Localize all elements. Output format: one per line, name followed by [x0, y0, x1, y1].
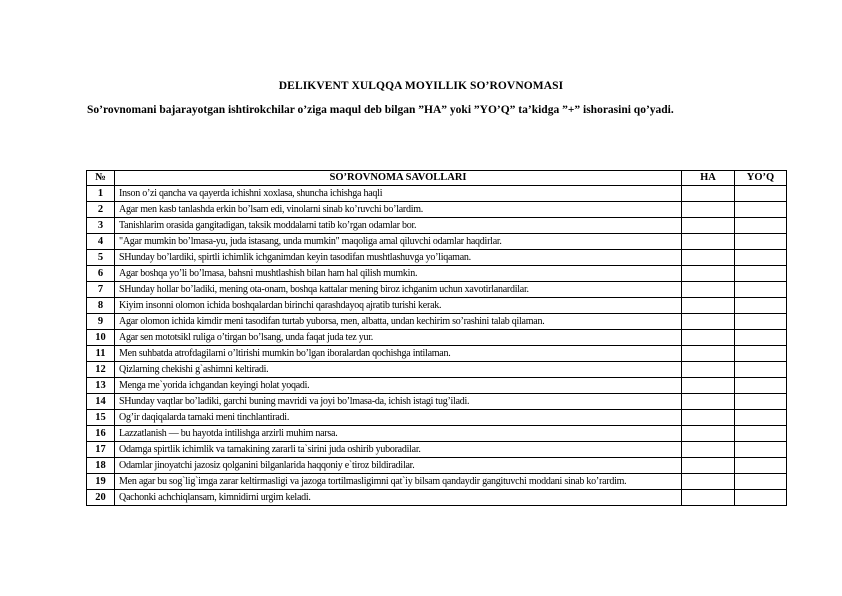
question-text: SHunday vaqtlar bo’ladiki, garchi buning mavridi va joyi bo’lmasa-da, ichish istagi tug’iladi.	[115, 394, 682, 410]
answer-no-cell[interactable]	[735, 298, 787, 314]
answer-yes-cell[interactable]	[682, 426, 735, 442]
answer-no-cell[interactable]	[735, 266, 787, 282]
answer-yes-cell[interactable]	[682, 394, 735, 410]
answer-no-cell[interactable]	[735, 330, 787, 346]
answer-yes-cell[interactable]	[682, 346, 735, 362]
row-number: 19	[87, 474, 115, 490]
table-row	[87, 426, 787, 442]
row-number: 17	[87, 442, 115, 458]
row-number: 14	[87, 394, 115, 410]
question-text: Qachonki achchiqlansam, kimnidirni urgim keladi.	[115, 490, 682, 506]
row-number: 2	[87, 202, 115, 218]
question-text: Kiyim insonni olomon ichida boshqalardan birinchi qarashdayoq ajratib turishi kerak.	[115, 298, 682, 314]
question-text: Tanishlarim orasida gangitadigan, taksik moddalarni tatib ko’rgan odamlar bor.	[115, 218, 682, 234]
question-text: Men agar bu sog`lig`imga zarar keltirmasligi va jazoga tortilmasligimni qat`iy bilsam qandaydir gangituvchi moddani sinab ko’rardim.	[115, 474, 682, 490]
question-text: Men suhbatda atrofdagilarni o’ltirishi mumkin bo’lgan iboralardan qochishga intilaman.	[115, 346, 682, 362]
answer-yes-cell[interactable]	[682, 186, 735, 202]
answer-yes-cell[interactable]	[682, 458, 735, 474]
table-row	[87, 410, 787, 426]
answer-no-cell[interactable]	[735, 250, 787, 266]
table-row	[87, 186, 787, 202]
question-text: Agar boshqa yo’li bo’lmasa, bahsni mushtlashish bilan ham hal qilish mumkin.	[115, 266, 682, 282]
row-number: 16	[87, 426, 115, 442]
question-text: Agar sen mototsikl ruliga o’tirgan bo’lsang, unda faqat juda tez yur.	[115, 330, 682, 346]
instruction-text: So’rovnomani bajarayotgan ishtirokchilar o’ziga maqul deb bilgan ”HA” yoki ”YO’Q” ta’kidga ”+” ishorasini qo’yadi.	[87, 104, 674, 116]
table-row	[87, 202, 787, 218]
answer-no-cell[interactable]	[735, 202, 787, 218]
answer-yes-cell[interactable]	[682, 314, 735, 330]
answer-yes-cell[interactable]	[682, 282, 735, 298]
row-number: 6	[87, 266, 115, 282]
table-row	[87, 394, 787, 410]
row-number: 11	[87, 346, 115, 362]
answer-yes-cell[interactable]	[682, 362, 735, 378]
answer-yes-cell[interactable]	[682, 202, 735, 218]
header-questions: SO’ROVNOMA SAVOLLARI	[115, 171, 682, 186]
header-yes: HA	[682, 171, 735, 186]
row-number: 13	[87, 378, 115, 394]
table-row	[87, 314, 787, 330]
answer-no-cell[interactable]	[735, 186, 787, 202]
row-number: 3	[87, 218, 115, 234]
answer-no-cell[interactable]	[735, 218, 787, 234]
row-number: 15	[87, 410, 115, 426]
answer-yes-cell[interactable]	[682, 490, 735, 506]
header-number: №	[87, 171, 115, 186]
question-text: Og’ir daqiqalarda tamaki meni tinchlantiradi.	[115, 410, 682, 426]
answer-yes-cell[interactable]	[682, 234, 735, 250]
answer-yes-cell[interactable]	[682, 298, 735, 314]
answer-yes-cell[interactable]	[682, 266, 735, 282]
table-header-row	[87, 171, 787, 186]
answer-no-cell[interactable]	[735, 362, 787, 378]
answer-yes-cell[interactable]	[682, 474, 735, 490]
table-row	[87, 282, 787, 298]
row-number: 12	[87, 362, 115, 378]
table-row	[87, 218, 787, 234]
table-row	[87, 474, 787, 490]
answer-no-cell[interactable]	[735, 234, 787, 250]
table-row	[87, 330, 787, 346]
row-number: 20	[87, 490, 115, 506]
question-text: Odamlar jinoyatchi jazosiz qolganini bilganlarida haqqoniy e`tiroz bildiradilar.	[115, 458, 682, 474]
answer-no-cell[interactable]	[735, 410, 787, 426]
question-text: SHunday hollar bo’ladiki, mening ota-onam, boshqa kattalar mening biroz ichganim uchun xavotirlanardilar.	[115, 282, 682, 298]
table-row	[87, 378, 787, 394]
answer-no-cell[interactable]	[735, 282, 787, 298]
question-text: Odamga spirtlik ichimlik va tamakining zararli ta`sirini juda oshirib yuboradilar.	[115, 442, 682, 458]
answer-no-cell[interactable]	[735, 458, 787, 474]
table-row	[87, 362, 787, 378]
row-number: 5	[87, 250, 115, 266]
answer-no-cell[interactable]	[735, 426, 787, 442]
question-text: Menga me`yorida ichgandan keyingi holat yoqadi.	[115, 378, 682, 394]
answer-no-cell[interactable]	[735, 394, 787, 410]
answer-yes-cell[interactable]	[682, 410, 735, 426]
table-row	[87, 298, 787, 314]
row-number: 18	[87, 458, 115, 474]
answer-yes-cell[interactable]	[682, 378, 735, 394]
table-row	[87, 458, 787, 474]
survey-table	[86, 170, 787, 506]
row-number: 9	[87, 314, 115, 330]
answer-yes-cell[interactable]	[682, 218, 735, 234]
table-row	[87, 346, 787, 362]
question-text: Agar men kasb tanlashda erkin bo’lsam edi, vinolarni sinab ko’ruvchi bo’lardim.	[115, 202, 682, 218]
question-text: Inson o’zi qancha va qayerda ichishni xoxlasa, shuncha ichishga haqli	[115, 186, 682, 202]
answer-no-cell[interactable]	[735, 474, 787, 490]
row-number: 10	[87, 330, 115, 346]
answer-no-cell[interactable]	[735, 314, 787, 330]
answer-yes-cell[interactable]	[682, 330, 735, 346]
table-row	[87, 266, 787, 282]
row-number: 4	[87, 234, 115, 250]
question-text: Qizlarning chekishi g`ashimni keltiradi.	[115, 362, 682, 378]
row-number: 7	[87, 282, 115, 298]
answer-no-cell[interactable]	[735, 346, 787, 362]
question-text: "Agar mumkin bo’lmasa-yu, juda istasang, unda mumkin" maqoliga amal qiluvchi odamlar haqdirlar.	[115, 234, 682, 250]
document-title: DELIKVENT XULQQA MOYILLIK SO’ROVNOMASI	[278, 80, 564, 92]
answer-no-cell[interactable]	[735, 490, 787, 506]
table-row	[87, 442, 787, 458]
table-row	[87, 234, 787, 250]
question-text: Agar olomon ichida kimdir meni tasodifan turtab yuborsa, men, albatta, undan kechirim so’rashini talab qilaman.	[115, 314, 682, 330]
row-number: 8	[87, 298, 115, 314]
table-row	[87, 490, 787, 506]
answer-no-cell[interactable]	[735, 378, 787, 394]
header-no: YO’Q	[735, 171, 787, 186]
table-row	[87, 250, 787, 266]
question-text: Lazzatlanish — bu hayotda intilishga arzirli muhim narsa.	[115, 426, 682, 442]
answer-no-cell[interactable]	[735, 442, 787, 458]
row-number: 1	[87, 186, 115, 202]
answer-yes-cell[interactable]	[682, 250, 735, 266]
question-text: SHunday bo’lardiki, spirtli ichimlik ichganimdan keyin tasodifan mushtlashuvga yo’liqaman.	[115, 250, 682, 266]
answer-yes-cell[interactable]	[682, 442, 735, 458]
